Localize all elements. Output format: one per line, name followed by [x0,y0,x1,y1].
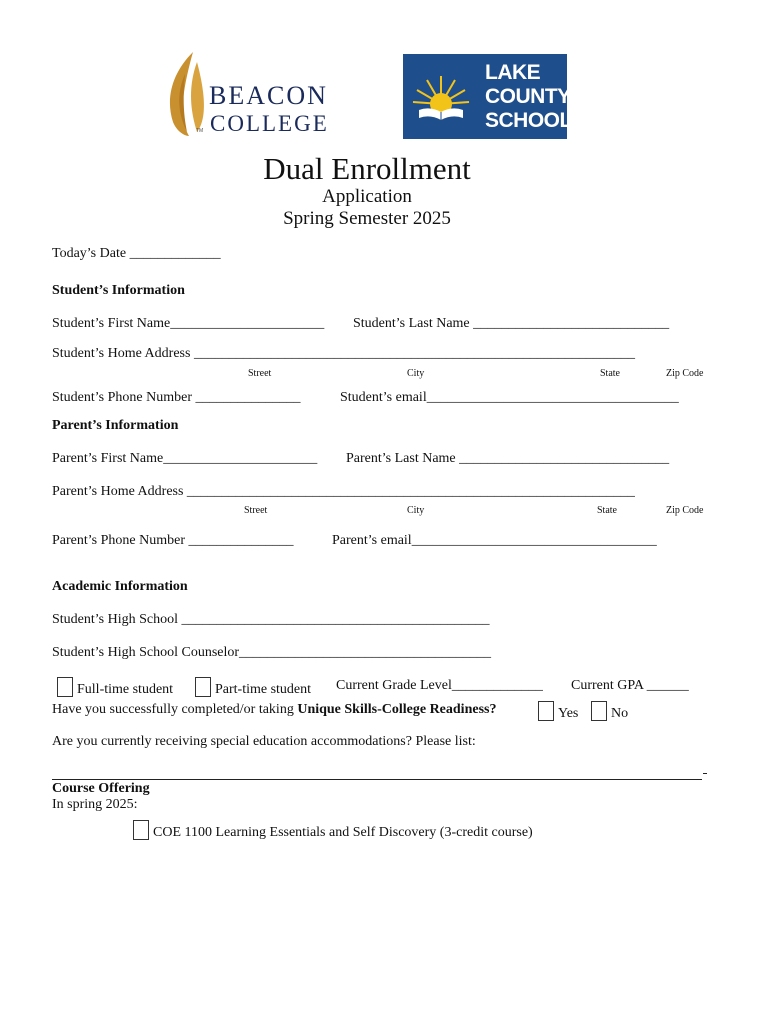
semester-line: Spring Semester 2025 [283,208,451,229]
parent-address-street-caption: Street [244,505,268,516]
county-word: COUNTY [485,85,571,108]
trademark-mark: TM [196,128,204,134]
todays-date-blank: _____________ [129,246,221,261]
lake-county-schools-wordmark [485,61,585,133]
flame-icon [163,52,213,138]
beacon-college-logo [163,52,345,142]
no-checkbox[interactable] [591,701,607,721]
lake-word: LAKE [485,61,541,84]
course-option-label: COE 1100 Learning Essentials and Self Discovery (3-credit course) [153,825,533,840]
academic-info-heading: Academic Information [52,579,188,594]
student-address-street-caption: Street [248,368,272,379]
student-address-city-caption: City [407,368,425,379]
parent-address-zip-caption: Zip Code [666,505,704,516]
student-address-zip-caption: Zip Code [666,368,704,379]
unique-skills-yes [538,701,578,722]
answer-line-end-mark [703,773,707,774]
parent-info-heading: Parent’s Information [52,418,179,433]
unique-skills-no [591,701,628,722]
student-email-field[interactable]: Student’s email____________________________________ [340,390,679,405]
course-checkbox[interactable] [133,820,149,840]
fulltime-checkbox[interactable] [57,677,73,697]
todays-date-field[interactable] [52,246,221,262]
unique-skills-question [52,702,496,718]
yes-label: Yes [558,706,579,721]
parent-address-state-caption: State [597,505,617,516]
parent-home-address-field[interactable]: Parent’s Home Address ________________________________________________________________ [52,484,635,499]
parttime-label: Part-time student [215,682,312,697]
high-school-field[interactable]: Student’s High School ____________________________________________ [52,612,490,627]
parent-address-city-caption: City [407,505,425,516]
rising-sun-book-icon [403,54,483,139]
parent-email-field[interactable]: Parent’s email___________________________________ [332,533,657,548]
no-label: No [611,706,629,721]
schools-word: SCHOOLS [485,109,586,132]
student-home-address-field[interactable]: Student’s Home Address _______________________________________________________________ [52,346,635,361]
student-address-state-caption: State [600,368,620,379]
beacon-word: BEACON [209,81,328,110]
student-info-heading: Student’s Information [52,283,185,298]
parttime-checkbox[interactable] [195,677,211,697]
page-title: Dual Enrollment [263,151,471,186]
page-subtitle: Application [322,186,412,207]
student-first-name-field[interactable]: Student’s First Name______________________ [52,316,325,331]
student-phone-field[interactable]: Student’s Phone Number _______________ [52,390,301,405]
unique-skills-prefix: Have you successfully completed/or taking [52,702,298,717]
parent-phone-field[interactable]: Parent’s Phone Number _______________ [52,533,294,548]
college-word: COLLEGE [210,111,329,136]
parttime-row [195,677,311,698]
lake-county-schools-logo [403,54,586,139]
parent-first-name-field[interactable]: Parent’s First Name______________________ [52,451,318,466]
course-option-row [133,820,533,841]
accommodations-question: Are you currently receiving special education accommodations? Please list: [52,734,476,749]
counselor-field[interactable]: Student’s High School Counselor____________________________________ [52,645,492,660]
course-offering-heading: Course Offering [52,781,150,796]
fulltime-label: Full-time student [77,682,174,697]
enrollment-status-row [57,677,173,698]
student-last-name-field[interactable]: Student’s Last Name ____________________________ [353,316,670,331]
todays-date-label: Today’s Date [52,246,127,261]
course-term: In spring 2025: [52,797,138,812]
gpa-field[interactable]: Current GPA ______ [571,678,689,693]
yes-checkbox[interactable] [538,701,554,721]
grade-level-field[interactable]: Current Grade Level_____________ [336,678,543,693]
unique-skills-course-name: Unique Skills-College Readiness? [297,702,497,717]
parent-last-name-field[interactable]: Parent’s Last Name ______________________________ [346,451,670,466]
accommodations-answer-line[interactable] [52,779,702,780]
